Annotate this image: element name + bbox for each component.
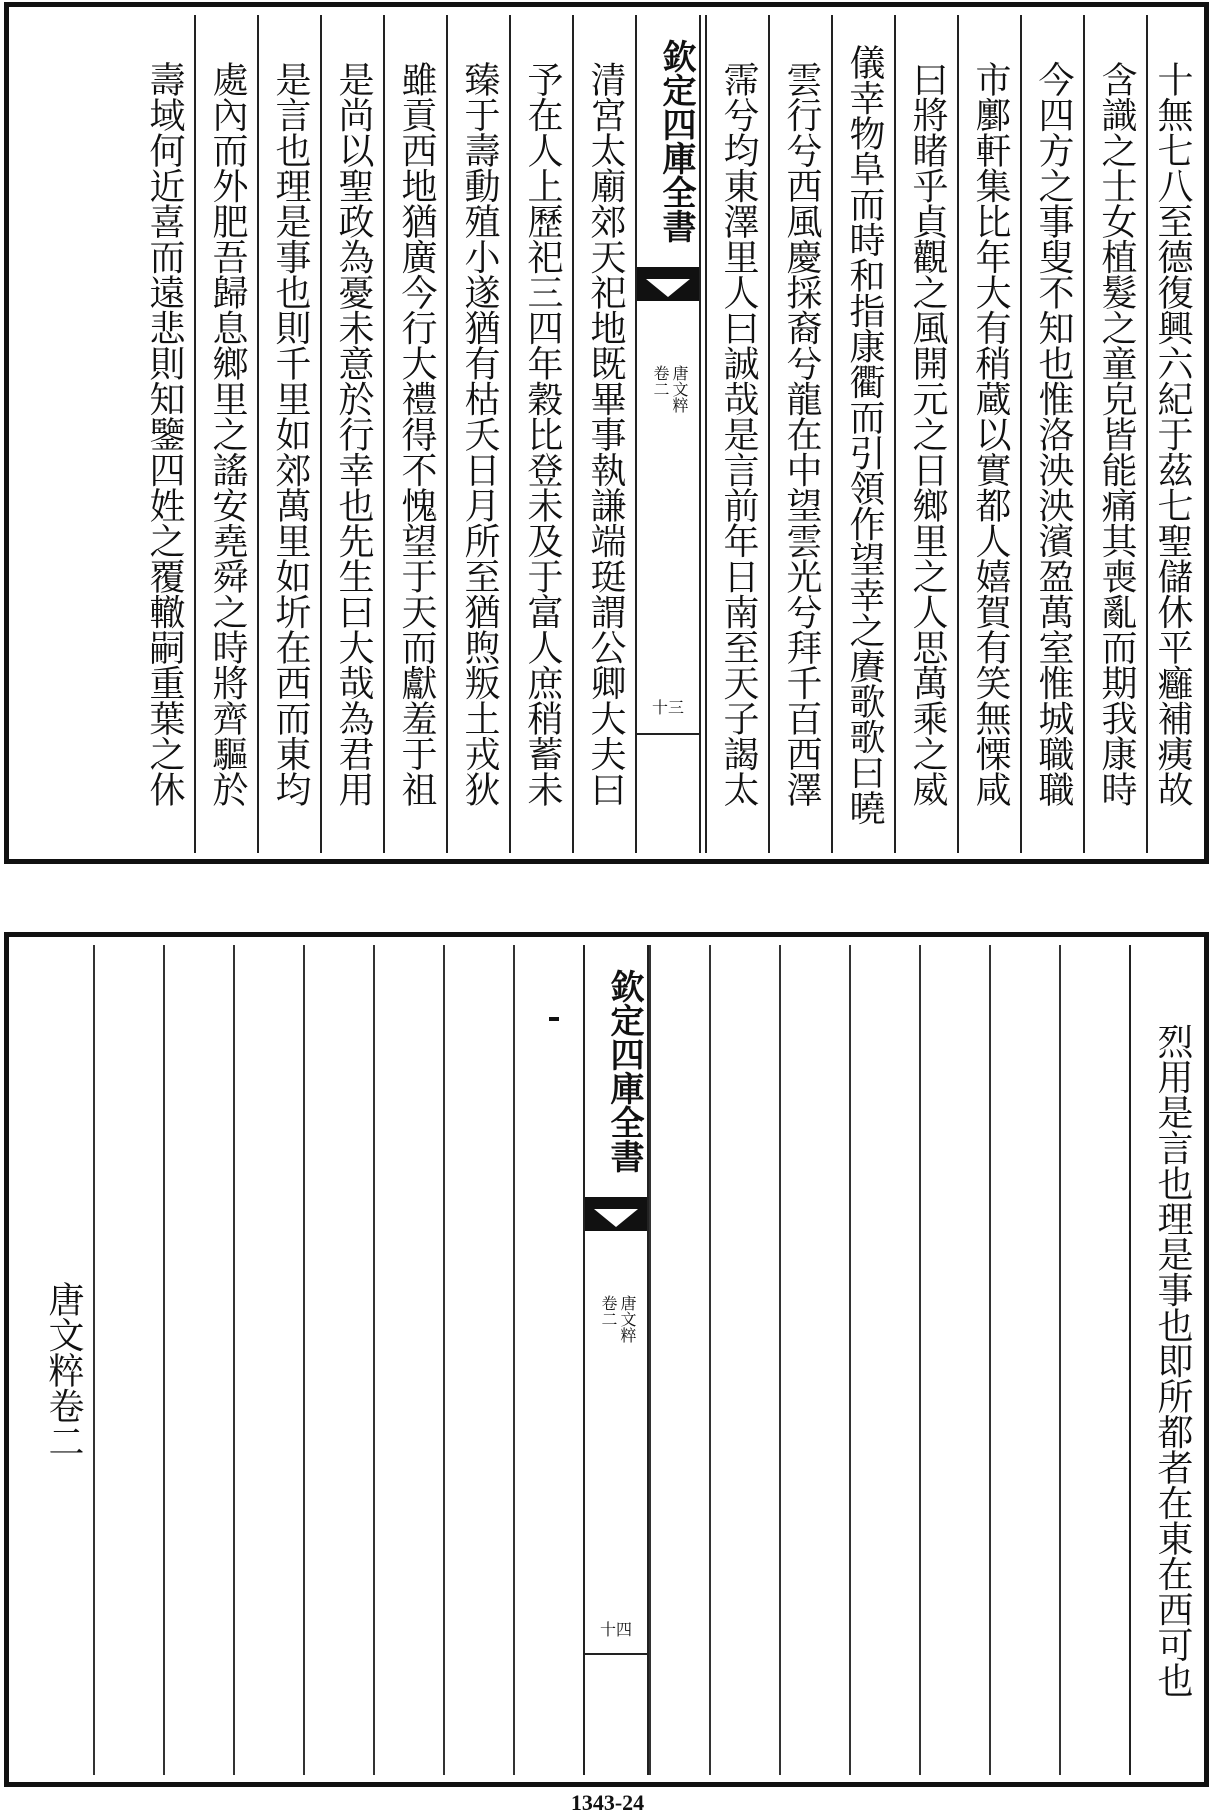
text-column xyxy=(17,945,93,1775)
text-column xyxy=(831,15,894,853)
text-column xyxy=(768,15,831,853)
text-column xyxy=(894,15,957,853)
text-column xyxy=(446,15,509,853)
text-column xyxy=(1129,945,1202,1775)
text-column xyxy=(257,15,320,853)
blank-column xyxy=(1059,945,1129,1775)
column-text: 十無七八至德復興六紀于茲七聖儲休平癰補痍故 xyxy=(1152,61,1193,807)
fish-tail-ornament xyxy=(637,267,699,301)
page-number: 1343-24 xyxy=(570,1790,645,1815)
text-column xyxy=(320,15,383,853)
column-text: 今四方之事叟不知也惟洛泱泱濱盈萬室惟城職職 xyxy=(1033,61,1074,807)
strip-volume: 卷二 xyxy=(651,365,670,397)
column-text: 唐文粹卷二 xyxy=(43,1281,84,1459)
top-page xyxy=(4,2,1209,864)
blank-column xyxy=(513,945,583,1775)
strip-divider xyxy=(585,1653,647,1655)
strip-book-title: 唐文粹 xyxy=(670,365,689,413)
text-column xyxy=(1146,15,1202,853)
text-column xyxy=(1083,15,1146,853)
column-text: 予在人上歷祀三四年穀比登未及于富人庶稍蓄未 xyxy=(522,61,563,807)
blank-column xyxy=(989,945,1059,1775)
strip-title: 欽定四庫全書 xyxy=(656,39,696,243)
blank-column xyxy=(443,945,513,1775)
blank-column xyxy=(233,945,303,1775)
text-column xyxy=(509,15,572,853)
fish-tail-ornament xyxy=(585,1197,647,1231)
text-column xyxy=(705,15,768,853)
strip-folio: 十四 xyxy=(599,1620,632,1639)
column-text: 儀幸物阜而時和指康衢而引領作望幸之賡歌歌曰曉 xyxy=(844,43,885,825)
blank-column xyxy=(779,945,849,1775)
text-column xyxy=(957,15,1020,853)
strip-book-title: 唐文粹 xyxy=(618,1295,637,1343)
bottom-page xyxy=(4,932,1209,1787)
column-text: 壽域何近喜而遠悲則知鑒四姓之覆轍嗣重葉之休 xyxy=(144,61,185,807)
blank-column xyxy=(919,945,989,1775)
center-strip xyxy=(583,945,649,1775)
column-text: 雖貢西地猶廣今行大禮得不愧望于天而獻羞于祖 xyxy=(396,61,437,807)
column-text: 是言也理是事也則千里如郊萬里如圻在西而東均 xyxy=(270,61,311,807)
blank-column xyxy=(163,945,233,1775)
blank-column xyxy=(373,945,443,1775)
text-column xyxy=(194,15,257,853)
column-text: 含識之士女植髮之童皃皆能痛其喪亂而期我康時 xyxy=(1096,61,1137,807)
strip-title: 欽定四庫全書 xyxy=(604,969,644,1173)
column-text: 市鄽軒集比年大有稍蔵以實都人嬉賀有笑無慄咸 xyxy=(970,61,1011,807)
column-text: 烈用是言也理是事也即所都者在東在西可也 xyxy=(1152,1022,1193,1698)
blank-column xyxy=(649,945,709,1775)
blank-column xyxy=(709,945,779,1775)
column-text: 清宮太廟郊天祀地既畢事執謙端珽謂公卿大夫曰 xyxy=(585,61,626,807)
text-column xyxy=(572,15,635,853)
blank-column xyxy=(93,945,163,1775)
strip-divider xyxy=(637,733,699,735)
column-text: 霈兮均東澤里人曰誠哉是言前年日南至天子謁太 xyxy=(718,61,759,807)
column-text: 臻于壽動殖小遂猶有枯夭日月所至猶煦叛土戎狄 xyxy=(459,61,500,807)
strip-volume: 卷二 xyxy=(599,1295,618,1327)
blank-column xyxy=(303,945,373,1775)
blank-column xyxy=(849,945,919,1775)
column-text: 是尚以聖政為憂未意於行幸也先生曰大哉為君用 xyxy=(333,61,374,807)
column-text: 雲行兮西風慶採裔兮龍在中望雲光兮拜千百西澤 xyxy=(781,61,822,807)
text-column xyxy=(131,15,194,853)
column-text: 處內而外肥吾歸息鄉里之謠安堯舜之時將齊驅於 xyxy=(207,61,248,807)
column-text: 曰將睹乎貞觀之風開元之日鄉里之人思萬乘之威 xyxy=(907,61,948,807)
strip-folio: 十三 xyxy=(651,698,684,717)
text-column xyxy=(383,15,446,853)
text-column xyxy=(1020,15,1083,853)
center-strip xyxy=(635,15,701,853)
